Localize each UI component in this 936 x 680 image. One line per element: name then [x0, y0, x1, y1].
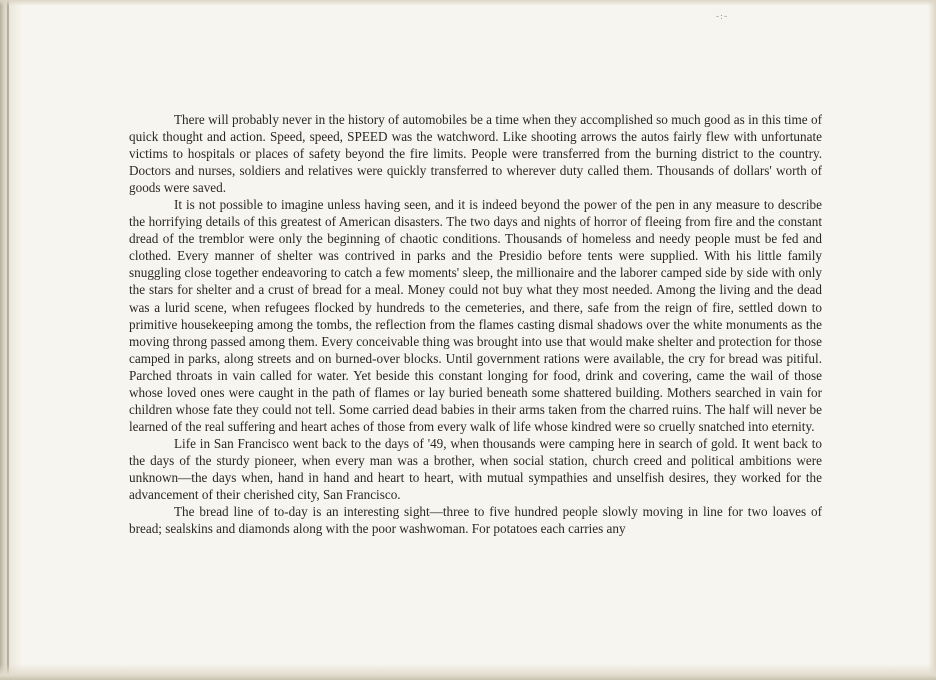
paragraph-3: Life in San Francisco went back to the days of '49, when thousands were camping here in search of gold. It went back to the days of the sturdy pioneer, when every man was a brother, when social station, church creed and political ambitions were unknown—the days when, hand in hand and heart to heart, with mutual sympathies and unselfish desires, they worked for the advancement of their cherished city, San Francisco.	[129, 435, 822, 503]
body-text	[129, 111, 822, 537]
page-edge-right	[928, 0, 936, 680]
paragraph-2: It is not possible to imagine unless having seen, and it is indeed beyond the power of the pen in any measure to describe the horrifying details of this greatest of American disasters. The two days and nights of horror of fleeing from fire and the constant dread of the tremblor were only the beginning of chaotic conditions. Thousands of homeless and needy people must be fed and clothed. Every manner of shelter was contrived in parks and the Presidio before tents were supplied. With his little family snuggling close together endeavoring to catch a few moments' sleep, the millionaire and the laborer camped side by side with only the stars for shelter and a crust of bread for a meal. Money could not buy what they most needed. Among the living and the dead was a lurid scene, when refugees flocked by hundreds to the cemeteries, and there, safe from the reign of fire, settled down to primitive housekeeping among the tombs, the reflection from the flames casting dismal shadows over the white monuments as the moving throng passed among them. Every conceivable thing was brought into use that would make shelter and protection for those camped in parks, along streets and on burned-over blocks. Until government rations were available, the cry for bread was pitiful. Parched throats in vain called for water. Yet beside this constant longing for food, drink and covering, came the wail of those whose loved ones were caught in the path of flames or lay buried beneath some shattered building. Mothers searched in vain for children whose fate they could not tell. Some carried dead babies in their arms taken from the charred ruins. The half will never be learned of the real suffering and heart aches of those from every walk of life whose kindred were so cruelly snatched into eternity.	[129, 197, 822, 434]
corner-mark: -:-	[716, 12, 729, 22]
paragraph-1: There will probably never in the history of automobiles be a time when they accomplished so much good as in this time of quick thought and action. Speed, speed, SPEED was the watchword. Like shooting arrows the autos fairly flew with unfortunate victims to hospitals or places of safety beyond the fire limits. People were transferred from the burning district to the country. Doctors and nurses, soldiers and relatives were quickly transferred to wherever duty called them. Thousands of dollars' worth of goods were saved.	[129, 112, 822, 196]
page-edge-bottom	[0, 664, 936, 680]
paragraph-4: The bread line of to-day is an interesting sight—three to five hundred people slowly moving in line for two loaves of bread; sealskins and diamonds along with the poor washwoman. For potatoes each carries any	[129, 504, 822, 537]
binding-shadow	[0, 0, 22, 680]
page-edge-top	[0, 0, 936, 6]
binding-line	[7, 0, 9, 680]
